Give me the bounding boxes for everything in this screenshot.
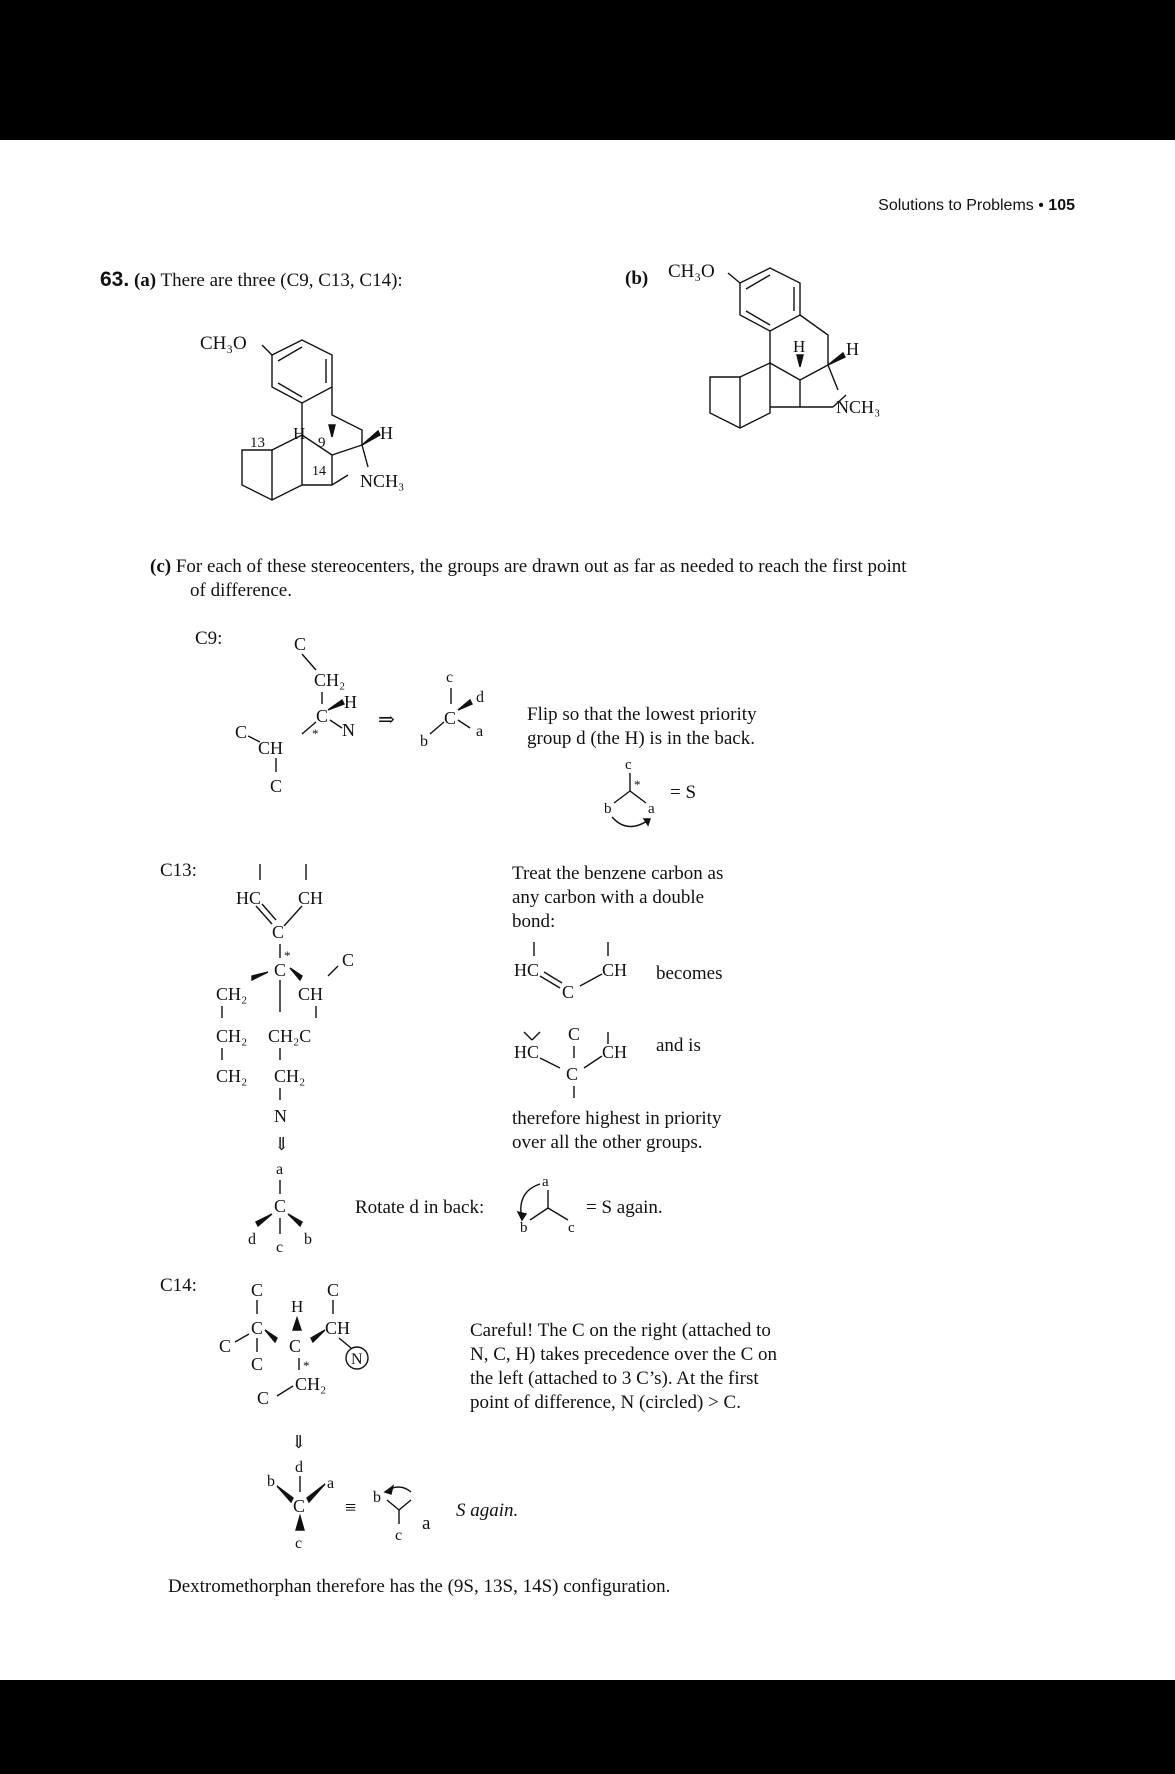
structure-a: [190, 325, 440, 535]
svg-text:C: C: [566, 1064, 579, 1084]
svg-text:14: 14: [312, 464, 326, 479]
svg-text:HC: HC: [514, 1042, 540, 1062]
part-c-line1: [150, 556, 907, 578]
c14-careful2: N, C, H) takes precedence over the C on: [470, 1344, 778, 1365]
c9-flip-text2: group d (the H) is in the back.: [527, 728, 755, 749]
page-number: 105: [1048, 197, 1075, 214]
svg-text:CH: CH: [325, 1318, 351, 1338]
svg-text:b: b: [520, 1220, 528, 1236]
svg-text:C: C: [257, 1388, 270, 1408]
svg-text:c: c: [446, 669, 454, 686]
c14-a-label: a: [422, 1513, 431, 1534]
svg-text:c: c: [276, 1239, 284, 1256]
svg-text:C: C: [272, 922, 285, 942]
svg-text:⇓: ⇓: [274, 1134, 290, 1154]
svg-text:a: a: [648, 801, 655, 817]
svg-text:13: 13: [250, 435, 265, 451]
svg-text:HC: HC: [514, 960, 540, 980]
svg-text:NCH₃: NCH₃: [360, 471, 405, 491]
structure-b: [668, 255, 948, 470]
svg-text:d: d: [476, 689, 484, 706]
svg-text:d: d: [248, 1231, 256, 1248]
svg-text:c: c: [568, 1220, 575, 1236]
svg-text:CH₂C: CH₂C: [268, 1026, 312, 1046]
part-b-label: (b): [625, 268, 649, 289]
svg-text:HC: HC: [236, 888, 262, 908]
c13-becomes: becomes: [656, 963, 723, 984]
svg-text:C: C: [274, 960, 287, 980]
c13-double-bond-diagram: [510, 940, 660, 1100]
svg-text:N: N: [274, 1106, 287, 1126]
svg-text:C: C: [251, 1280, 264, 1300]
svg-text:N: N: [351, 1351, 363, 1368]
svg-text:N: N: [342, 720, 355, 740]
part-c-text2: of difference.: [190, 580, 292, 601]
c13-rotate-diagram: [512, 1170, 592, 1240]
header-bullet: •: [1038, 197, 1044, 214]
svg-text:c: c: [395, 1527, 403, 1544]
svg-text:NCH₃: NCH₃: [836, 397, 881, 417]
svg-text:C: C: [294, 634, 307, 654]
c13-result: = S again.: [586, 1197, 663, 1218]
svg-text:CH₂: CH₂: [314, 670, 346, 690]
c9-result: [598, 755, 738, 835]
c13-rotate: Rotate d in back:: [355, 1197, 485, 1218]
svg-text:C: C: [251, 1318, 264, 1338]
svg-text:C: C: [251, 1354, 264, 1374]
svg-text:*: *: [634, 777, 641, 792]
svg-text:⇒: ⇒: [378, 709, 395, 731]
problem-number: 63.: [100, 268, 130, 291]
svg-text:C: C: [444, 708, 457, 728]
conclusion: Dextromethorphan therefore has the (9S, 13S, 14S) configuration.: [168, 1576, 671, 1597]
svg-text:CH₂: CH₂: [216, 1026, 248, 1046]
c13-structure: [192, 862, 372, 1262]
c13-therefore1: therefore highest in priority: [512, 1108, 722, 1129]
svg-text:b: b: [604, 801, 612, 817]
svg-text:CH: CH: [602, 960, 628, 980]
c14-careful4: point of difference, N (circled) > C.: [470, 1392, 741, 1413]
c9-flip-text1: Flip so that the lowest priority: [527, 704, 757, 725]
top-black-border: [0, 0, 1175, 140]
page-header: [878, 197, 1075, 215]
svg-text:c: c: [625, 757, 632, 773]
svg-text:b: b: [420, 733, 428, 750]
c13-treat3: bond:: [512, 911, 556, 932]
bottom-black-border: [0, 1680, 1175, 1774]
svg-text:*: *: [312, 726, 319, 741]
part-c-label: (c): [150, 556, 172, 577]
svg-text:CH₂: CH₂: [216, 984, 248, 1004]
svg-text:CH: CH: [602, 1042, 628, 1062]
svg-text:C: C: [289, 1336, 302, 1356]
svg-text:*: *: [284, 948, 291, 963]
svg-text:CH₂: CH₂: [274, 1066, 306, 1086]
svg-text:H: H: [380, 423, 393, 443]
svg-text:a: a: [276, 1161, 284, 1178]
svg-text:a: a: [327, 1475, 335, 1492]
svg-text:*: *: [303, 1358, 310, 1373]
svg-text:C: C: [562, 982, 575, 1002]
svg-text:H: H: [291, 1297, 304, 1316]
svg-text:C: C: [219, 1336, 232, 1356]
part-a-text: There are three (C9, C13, C14):: [160, 270, 403, 291]
svg-text:b: b: [267, 1473, 275, 1490]
svg-text:C: C: [327, 1280, 340, 1300]
c14-result: S again.: [456, 1500, 519, 1521]
svg-text:CH₂: CH₂: [295, 1374, 327, 1394]
svg-text:CH: CH: [258, 738, 284, 758]
svg-text:C: C: [274, 1196, 287, 1216]
problem-a-line: [100, 268, 403, 292]
svg-text:CH: CH: [298, 984, 324, 1004]
struct-a-ch3o: CH₃O: [200, 333, 247, 354]
c13-label: C13:: [160, 860, 197, 881]
c14-structure: [215, 1278, 415, 1558]
c13-therefore2: over all the other groups.: [512, 1132, 703, 1153]
svg-text:H: H: [793, 337, 806, 356]
svg-text:≡: ≡: [345, 1497, 357, 1519]
svg-text:CH₃O: CH₃O: [668, 261, 715, 282]
svg-text:C: C: [270, 776, 283, 796]
header-section: Solutions to Problems: [878, 197, 1034, 214]
svg-text:C: C: [316, 706, 329, 726]
part-a-label: (a): [133, 270, 157, 291]
c9-label: C9:: [195, 628, 223, 649]
svg-text:H: H: [293, 424, 306, 443]
c14-careful3: the left (attached to 3 C’s). At the first: [470, 1368, 759, 1389]
svg-text:c: c: [295, 1535, 303, 1552]
svg-text:a: a: [476, 723, 484, 740]
c14-label: C14:: [160, 1275, 197, 1296]
svg-text:CH: CH: [298, 888, 324, 908]
svg-text:9: 9: [318, 435, 326, 451]
svg-text:a: a: [542, 1174, 549, 1190]
svg-text:H: H: [846, 339, 859, 359]
svg-text:b: b: [304, 1231, 312, 1248]
svg-text:C: C: [568, 1024, 581, 1044]
svg-text:b: b: [373, 1489, 381, 1506]
c13-and-is: and is: [656, 1035, 701, 1056]
svg-text:CH₂: CH₂: [216, 1066, 248, 1086]
svg-text:H: H: [344, 692, 357, 712]
svg-text:d: d: [295, 1459, 303, 1476]
svg-text:C: C: [235, 722, 248, 742]
c9-result-text: = S: [670, 782, 697, 803]
svg-text:C: C: [342, 950, 355, 970]
svg-text:⇓: ⇓: [291, 1432, 307, 1452]
c13-treat1: Treat the benzene carbon as: [512, 863, 724, 884]
part-c-text1: For each of these stereocenters, the groups are drawn out as far as needed to reach the first point: [175, 556, 907, 577]
svg-text:C: C: [293, 1496, 306, 1516]
c13-treat2: any carbon with a double: [512, 887, 705, 908]
c14-careful1: Careful! The C on the right (attached to: [470, 1320, 771, 1341]
c9-structure: [230, 630, 520, 800]
